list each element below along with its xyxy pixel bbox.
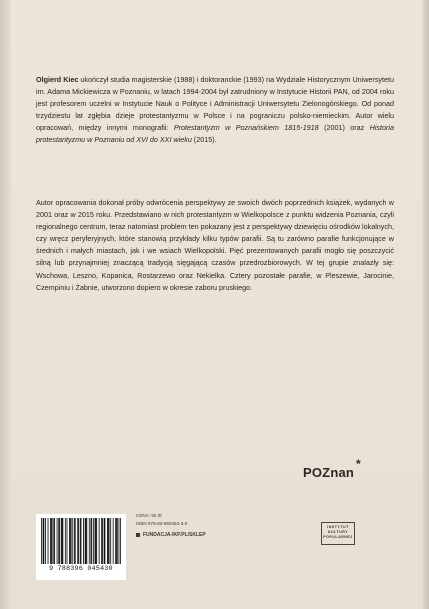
book-title-1: Protestantyzm w Poznańskiem 1815-1918 xyxy=(173,123,319,133)
bio-text-c: (2015). xyxy=(191,135,217,145)
barcode-bars xyxy=(41,518,121,564)
isbn-label: ISBN 978-83-960454-3-0 xyxy=(136,521,188,526)
shop-link-text: FUNDACJA-IKP.PL/SKLEP xyxy=(143,532,206,538)
ikp-logo-line1: INSTYTUT xyxy=(327,525,349,529)
poznan-logo xyxy=(303,457,361,480)
ikp-logo-line2: KULTURY xyxy=(327,530,349,534)
author-name: Olgierd Kiec xyxy=(36,75,79,84)
poznan-logo-star-icon: * xyxy=(356,457,361,471)
ikp-logo xyxy=(321,522,355,545)
description-paragraph: Autor opracowania dokonał próby odwrócenia perspektywy ze swoich dwóch poprzednich książek, wydanych w 2001 oraz w 2015 roku. Przedstawiano w nich protestantyzm w Wielkopolsce z punktu widzenia Poznania, czyli regionalnego centrum, teraz natomiast problem ten pokazany jest z perspektywy dziewięciu ośrodków lokalnych, czy wręcz peryferyjnych, które stanowią przykłady kilku typów parafii. Są tu zarówno parafie funkcjonujące w średnich i małych miastach, jak i we wsiach Wielkopolski. Pięć prezentowanych parafii mogło się poszczycić silną lub przynajmniej znaczącą tradycją sięgającą czasów przedrozbiorowych. W tej grupie znalazły się: Wschowa, Leszno, Kopanica, Rostarzewo oraz Nekielka. Cztery pozostałe parafie, w Pleszewie, Jarocinie, Czempiniu i Żabnie, utworzono dopiero w okresie zaboru pruskiego. xyxy=(36,198,394,292)
cover-left-edge xyxy=(0,0,11,609)
shop-link[interactable] xyxy=(136,531,206,539)
author-bio xyxy=(36,74,394,147)
ikp-logo-line3: POPULARNEJ xyxy=(323,535,353,539)
bio-text-b: (2001) oraz xyxy=(318,123,370,133)
square-bullet-icon xyxy=(136,533,140,537)
barcode-digits: 9 788396 045430 xyxy=(49,565,113,572)
cover-right-edge xyxy=(422,0,429,609)
poznan-logo-text: POZnan xyxy=(303,465,355,480)
isbn-barcode xyxy=(36,514,126,580)
author-bio-paragraph xyxy=(36,74,394,147)
bio-text-a: ukończył studia magisterskie (1988) i doktoranckie (1993) na Wydziale Historycznym Uniwersytetu im. Adama Mickiewicza w Poznaniu, w latach 1994-2004 był zatrudniony w Instytucie Historii PAN, od 2004 roku jest profesorem uczelni w Instytucie Nauk o Polityce i Administracji Uniwersytetu Zielonogórskiego. Od ponad trzydziestu lat zgłębia dzieje protestantyzmu w Polsce i na pograniczu polsko-niemieckim. Autor wielu opracowań, między innymi monografii: xyxy=(36,75,394,133)
book-title-2: Historia protestantyzmu w Poznaniu od XVI do XXI wieku xyxy=(36,123,395,145)
price-label: CENA: 50 Zł xyxy=(136,513,162,518)
book-description xyxy=(36,197,394,294)
price-isbn-info xyxy=(136,512,206,539)
